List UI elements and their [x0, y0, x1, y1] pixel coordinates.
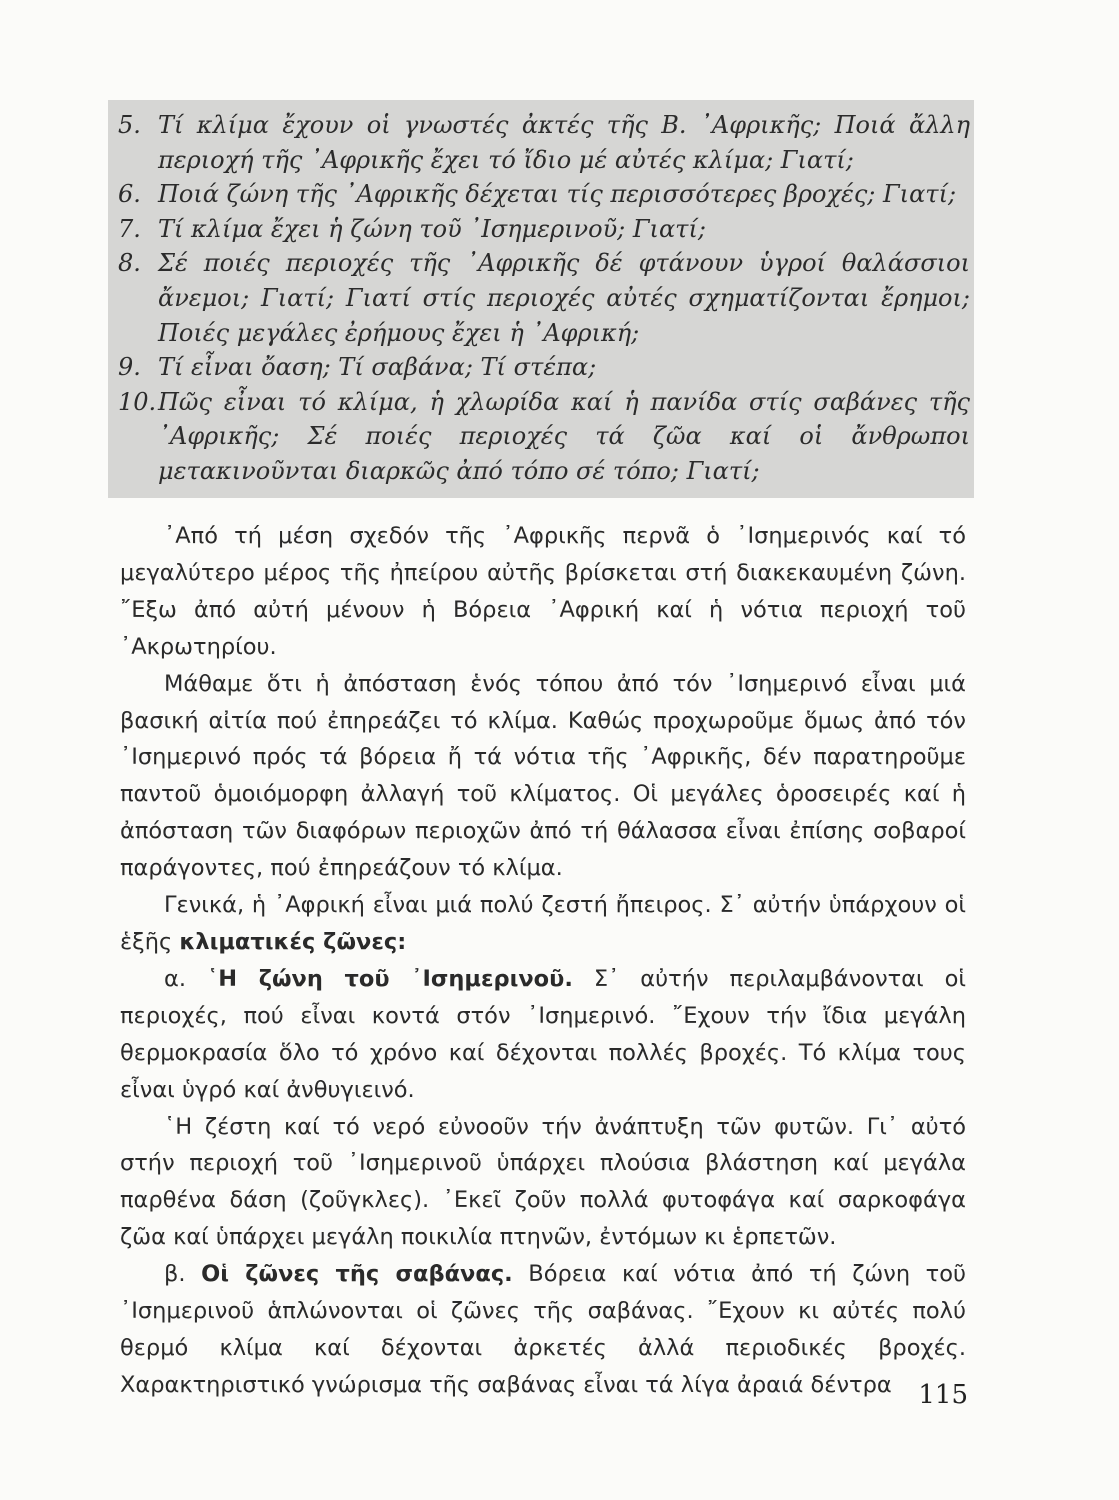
review-questions-box	[108, 100, 974, 498]
question-number: 6.	[118, 180, 141, 209]
question-text: Τί εἶναι ὄαση; Τί σαβάνα; Τί στέπα;	[158, 353, 597, 382]
paragraph-intro: ᾿Από τή μέση σχεδόν τῆς ᾿Αφρικῆς περνᾶ ὁ ᾿Ισημερινός καί τό μεγαλύτερο μέρος τῆς ἠπείρου αὐτῆς βρίσκεται στή διακεκαυμένη ζώνη. ῎Εξω ἀπό αὐτή μένουν ἡ Βόρεια ᾿Αφρική καί ἡ νότια περιοχή τοῦ ᾿Ακρωτηρίου.	[120, 523, 966, 660]
page-number: 115	[918, 1380, 968, 1410]
list-marker: β.	[164, 1261, 186, 1288]
question-number: 10.	[118, 387, 157, 416]
question-item	[118, 385, 970, 489]
paragraph-vegetation: ῾Η ζέστη καί τό νερό εὐνοοῦν τήν ἀνάπτυξη τῶν φυτῶν. Γι᾿ αὐτό στήν περιοχή τοῦ ᾿Ισημερινοῦ ὑπάρχει πλούσια βλάστηση καί μεγάλα παρθένα δάση (ζοῦγκλες). ᾿Εκεῖ ζοῦν πολλά φυτοφάγα καί σαρκοφάγα ζῶα καί ὑπάρχει μεγάλη ποικιλία πτηνῶν, ἐντόμων κι ἑρπετῶν.	[120, 1113, 966, 1251]
question-item	[118, 212, 970, 247]
section-heading: ῾Η ζώνη τοῦ ᾿Ισημερινοῦ.	[206, 965, 573, 992]
question-number: 8.	[118, 249, 141, 278]
question-number: 7.	[118, 214, 141, 243]
paragraph-climate-factors: Μάθαμε ὅτι ἡ ἀπόσταση ἑνός τόπου ἀπό τόν ᾿Ισημερινό εἶναι μιά βασική αἰτία πού ἐπηρεάζει τό κλίμα. Καθώς προχωροῦμε ὅμως ἀπό τόν ᾿Ισημερινό πρός τά βόρεια ἤ τά νότια τῆς ᾿Αφρικῆς, δέν παρατηροῦμε παντοῦ ὁμοιόμορφη ἀλλαγή τοῦ κλίματος. Οἱ μεγάλες ὁροσειρές καί ἡ ἀπόσταση τῶν διαφόρων περιοχῶν ἀπό τή θάλασσα εἶναι ἐπίσης σοβαροί παράγοντες, πού ἐπηρεάζουν τό κλίμα.	[120, 670, 966, 882]
paragraph-text: Βόρεια καί νότια ἀπό τή ζώνη τοῦ ᾿Ισημερινοῦ ἁπλώνονται οἱ ζῶνες τῆς σαβάνας. ῎Εχουν κι αὐτές πολύ θερμό κλίμα καί δέχονται ἀρκετές ἀλλά περιοδικές βροχές. Χαρακτηριστικό γνώρισμα τῆς σαβάνας εἶναι τά λίγα ἀραιά δέντρα	[120, 1261, 967, 1398]
question-item	[118, 350, 970, 385]
question-item	[118, 177, 970, 212]
body-text	[120, 518, 966, 1404]
question-item	[118, 246, 970, 350]
question-number: 9.	[118, 353, 141, 382]
section-heading: Οἱ ζῶνες τῆς σαβάνας.	[201, 1261, 513, 1288]
paragraph-text: Σ᾿ αὐτήν περιλαμβάνονται οἱ περιοχές, πού εἶναι κοντά στόν ᾿Ισημερινό. ῎Εχουν τήν ἴδια μεγάλη θερμοκρασία ὅλο τό χρόνο καί δέχονται πολλές βροχές. Τό κλίμα τους εἶναι ὑγρό καί ἀνθυγιεινό.	[120, 965, 967, 1103]
question-text: Πῶς εἶναι τό κλίμα, ἡ χλωρίδα καί ἡ πανίδα στίς σαβάνες τῆς ᾿Αφρικῆς; Σέ ποιές περιοχές τά ζῶα καί οἱ ἄνθρωποι μετακινοῦνται διαρκῶς ἀπό τόπο σέ τόπο; Γιατί;	[158, 387, 970, 485]
bold-term: κλιματικές ζῶνες:	[179, 928, 407, 955]
paragraph-equator-zone	[120, 961, 966, 1109]
question-text: Ποιά ζώνη τῆς ᾿Αφρικῆς δέχεται τίς περισσότερες βροχές; Γιατί;	[158, 180, 957, 209]
paragraph-climate-zones	[120, 887, 966, 961]
question-text: Τί κλίμα ἔχουν οἱ γνωστές ἀκτές τῆς Β. ᾿Αφρικῆς; Ποιά ἄλλη περιοχή τῆς ᾿Αφρικῆς ἔχει τό ἴδιο μέ αὐτές κλίμα; Γιατί;	[158, 111, 970, 174]
question-text: Σέ ποιές περιοχές τῆς ᾿Αφρικῆς δέ φτάνουν ὑγροί θαλάσσιοι ἄνεμοι; Γιατί; Γιατί στίς περιοχές αὐτές σχηματίζονται ἔρημοι; Ποιές μεγάλες ἐρήμους ἔχει ἡ ᾿Αφρική;	[158, 249, 970, 347]
question-text: Τί κλίμα ἔχει ἡ ζώνη τοῦ ᾿Ισημερινοῦ; Γιατί;	[158, 214, 706, 243]
question-item	[118, 108, 970, 177]
paragraph-savanna-zone	[120, 1256, 966, 1404]
question-number: 5.	[118, 111, 141, 139]
list-marker: α.	[164, 965, 186, 992]
paragraph-text: Γενικά, ἡ ᾿Αφρική εἶναι μιά πολύ ζεστή ἤπειρος. Σ᾿ αὐτήν ὑπάρχουν οἱ ἑξῆς	[120, 892, 966, 955]
